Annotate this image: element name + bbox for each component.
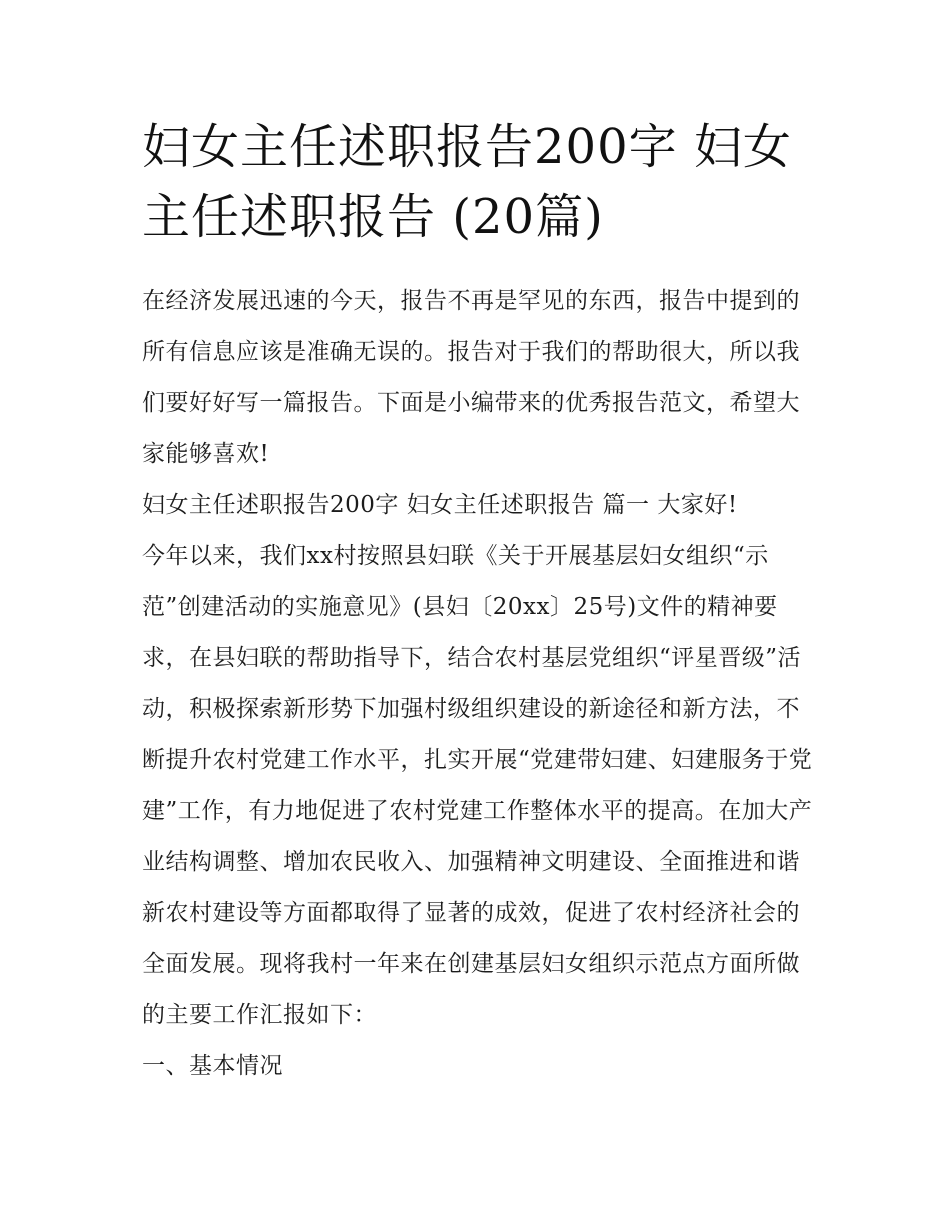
section-heading-line: 妇女主任述职报告200字 妇女主任述职报告 篇一 大家好! <box>142 492 738 518</box>
document-title: 妇女主任述职报告200字 妇女主任述职报告 (20篇) <box>142 119 792 245</box>
section-heading: 一、基本情况 <box>142 1053 283 1079</box>
paragraph-list <box>142 276 814 1092</box>
body-paragraph: 今年以来，我们xx村按照县妇联《关于开展基层妇女组织“示范”创建活动的实施意见》(县妇〔20xx〕25号)文件的精神要求，在县妇联的帮助指导下，结合农村基层党组织“评星晋级”活动，积极探索新形势下加强村级组织建设的新途径和新方法，不断提升农村党建工作水平，扎实开展“党建带妇建、妇建服务于党建”工作，有力地促进了农村党建工作整体水平的提高。在加大产业结构调整、增加农民收入、加强精神文明建设、全面推进和谐新农村建设等方面都取得了显著的成效，促进了农村经济社会的全面发展。现将我村一年来在创建基层妇女组织示范点方面所做的主要工作汇报如下： <box>142 543 813 1028</box>
intro-paragraph: 在经济发展迅速的今天，报告不再是罕见的东西，报告中提到的所有信息应该是准确无误的。报告对于我们的帮助很大，所以我们要好好写一篇报告。下面是小编带来的优秀报告范文，希望大家能够喜欢! <box>142 288 800 467</box>
document-body <box>142 112 814 1092</box>
